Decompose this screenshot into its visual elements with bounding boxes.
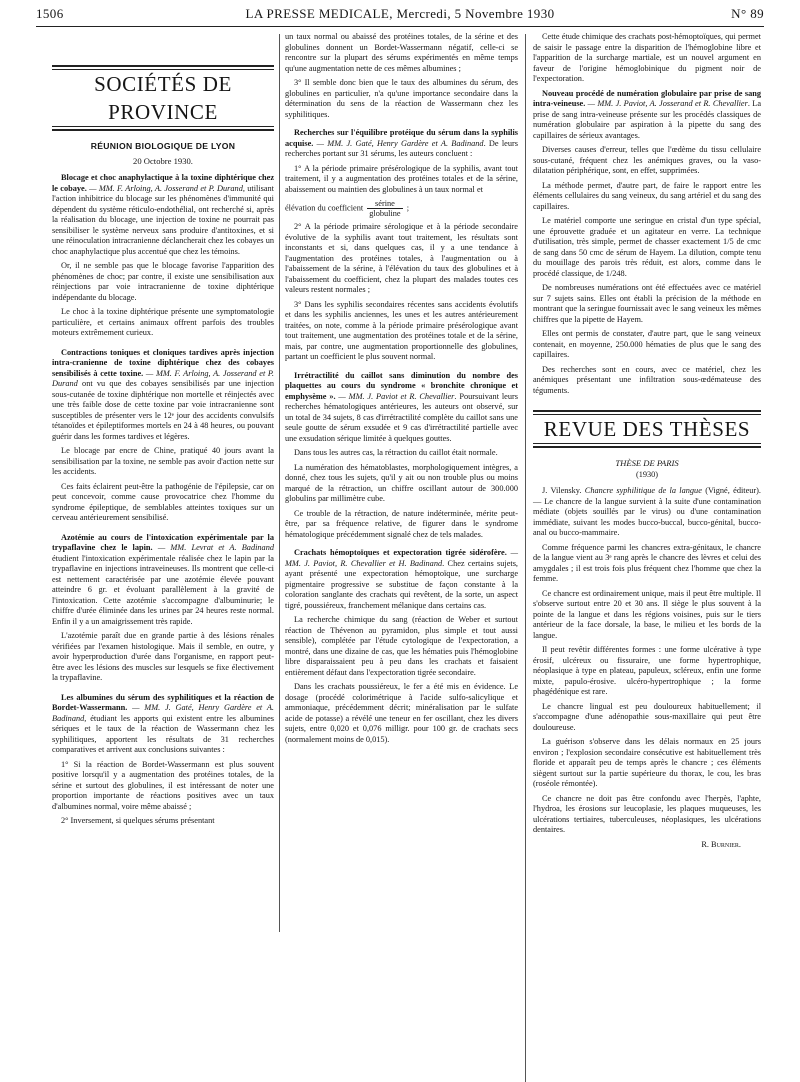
article-text: . De leurs recherches portant sur 31 sérums, les auteurs concluent : — [285, 138, 518, 158]
article-paragraph: Dans les crachats poussiéreux, le fer a été mis en évidence. Le dosage (procédé colorimétrique à l'acide sulfo-salicylique et ammoniaque, précédemment décrit; minéralisation par le sulfate acide de potasse) a révélé une teneur en fer oscillant, chez les divers sujets, entre 0,020 et 0,076 milligr. pour 100 gr. de crachats secs (normalement moins de 0,015). — [285, 682, 518, 744]
article-authors: — MM. J. Paviot, A. Josserand et R. Chevallier — [587, 99, 748, 108]
article-paragraph — [52, 348, 274, 443]
right-column — [533, 32, 761, 850]
meeting-title: RÉUNION BIOLOGIQUE DE LYON — [90, 141, 236, 151]
coefficient-equation — [285, 199, 518, 218]
article-paragraph: 2° Inversement, si quelques sérums présentant — [61, 816, 215, 825]
fraction — [367, 199, 402, 218]
article-title: Nouveau procédé de numération globulaire par prise de sang intra-veineuse. — [533, 88, 761, 108]
article-paragraph: 1° A la période primaire présérologique de la syphilis, avant tout traitement, il y a augmentation des protéines totales et de la sérine, abaissement ou maintien des globulines à un taux normal et — [285, 163, 518, 194]
article-paragraph: Le matériel comporte une seringue en cristal d'un type spécial, une éprouvette graduée et un agitateur en verre. La technique d'utilisation, très simple, permet de chasser exactement 1/5 de cmc de sang dans 50 cmc de sérum de Hayem. La dilution, compte tenu du mouillage des parois très réduit, est alors, comme dans le procédé classique, de 1/248. — [533, 216, 761, 278]
article-title: Azotémie au cours de l'intoxication expérimentale par la trypaflavine chez le lapin. — [52, 532, 274, 552]
article-paragraph: La méthode permet, d'autre part, de faire le rapport entre les éléments cellulaires du sang veineux, du sang artériel et du sang des capillaires. — [533, 180, 761, 211]
fraction-numerator: sérine — [367, 199, 402, 209]
article-paragraph: Diverses causes d'erreur, telles que l'œdème du tissu cellulaire sous-cutané, fréquent chez les anémiques graves, ou la vaso-dilatation périphérique, sont, en effet, supprimées. — [533, 145, 761, 175]
article-paragraph: Elles ont permis de constater, d'autre part, que le sang veineux contenait, en moyenne, 250.000 hématies de plus que le sang des capillaires. — [533, 329, 761, 359]
journal-title-line: LA PRESSE MEDICALE, Mercredi, 5 Novembre 1930 — [245, 6, 555, 21]
article-paragraph: 1° Si la réaction de Bordet-Wassermann est plus souvent positive lorsqu'il y a augmentation des protéines totales, de la sérine et surtout des globulines, il est intéressant de noter une proportion importante de réactions positives avec un taux d'albumines normal, voire même abaissé ; — [52, 759, 274, 811]
article-paragraph: Cette étude chimique des crachats post-hémoptoïques, qui permet de saisir le passage entre la disparition de l'hémoglobine libre et l'apparition de la surcharge martiale, est un nouvel argument en faveur de l'origine hémoglobinique du pigment noir de l'expectoration. — [533, 32, 761, 83]
article-authors: — MM. F. Arloing, A. Josserand et P. Durand — [52, 368, 274, 388]
article-paragraph: Or, il ne semble pas que le blocage favorise l'apparition des phénomènes de choc; par contre, il existe une sensibilisation aux réinjections par voie intracranienne de toxine diphtérique indépendante du blocage. — [52, 261, 274, 302]
article-text: ont vu que des cobayes sensibilisés par une injection sous-cutanée de toxine diphtérique non mortelle et réinjectés avec une très faible dose de cette toxine par voie intracranienne sont susceptibles de présenter vers le 12ᵉ jour des accidents convulsifs tétanoïdes et épileptiformes mortels en 24 à 48 heures, ou pouvant guérir dans les formes tardives et légères. — [52, 379, 274, 441]
middle-column — [285, 32, 518, 749]
article-paragraph — [52, 173, 274, 257]
article-authors: — MM. J. Paviot, R. Chevallier et H. Badinand — [285, 548, 518, 568]
article-paragraph: L'azotémie paraît due en grande partie à des lésions rénales vérifiées par l'examen histologique. Mais il semble, en outre, y avoir hyperproduction d'urée dans l'organisme, en rapport peut-être avec les lésions des muscles sur lesquels se fixe électivement la trypaflavine. — [52, 631, 274, 682]
article-text: , étudiant les apports qui existent entre les albumines sériques et le taux de la réaction de Wassermann chez les syphilitiques, apportent les résultats de 31 recherches comparatives et arrivent aux conclusions suivantes : — [52, 713, 274, 754]
section-title-frame — [52, 65, 274, 131]
article-paragraph — [52, 693, 274, 756]
article-text: , utilisant l'action inhibitrice du blocage sur les phénomènes d'immunité qui dépendent du système réticulo-endothélial, ont recherché si, après la réalisation du blocage, une injection de toxine ne pourrait pas sensibiliser le système nerveux sans produire d'antitoxines, et si une réinoculation intracranienne déclancherait chez les cobayes un choc anaphylactique plus accentué que chez les témoins. — [52, 183, 274, 256]
meeting-date: 20 Octobre 1930. — [133, 155, 193, 166]
equation-prefix: élévation du coefficient — [285, 203, 364, 213]
article-title: Les albumines du sérum des syphilitiques et la réaction de Bordet-Wassermann. — [52, 692, 274, 712]
article-paragraph: 3° Il semble donc bien que le taux des albumines du sérum, des globulines en particulier, n'a qu'une importance secondaire dans la détermination du sens de la réaction de Wassermann chez les syphilitiques. — [285, 78, 518, 119]
article-text: étudient l'intoxication expérimentale réalisée chez le lapin par la trypaflavine en injections intraveineuses. Ils montrent que celle-ci est nettement caractérisée par une azotémie élevée pouvant atteindre 6 gr. et évoluant parallèlement à la gravité de l'intoxication. Cette azotémie s'accompagne d'albuminurie; le chiffre d'urée éliminée dans les urines par 24 heures reste normal. Enfin il y a un amaigrissement très rapide. — [52, 553, 274, 626]
page-header — [36, 6, 764, 26]
column-divider-2 — [525, 34, 526, 1082]
article-authors: — MM. Levrat et A. Badinand — [157, 543, 274, 552]
equation-suffix: ; — [406, 203, 409, 213]
section-title: SOCIÉTÉS DE PROVINCE — [52, 69, 274, 127]
article-authors: — MM. J. Gaté, Henry Gardère et A. Badinand — [52, 703, 274, 723]
article-paragraph: Le choc à la toxine diphtérique présente une symptomatologie particulière, et certains animaux offrent parfois des troubles moteurs extrêmement curieux. — [52, 307, 274, 337]
article-title: Contractions toniques et cloniques tardives après injection intra-cranienne de toxine diphtérique chez des cobayes sensibilisés à cette toxine. — [52, 347, 274, 378]
thesis-year: (1930) — [635, 469, 659, 479]
theses-title-frame — [533, 410, 761, 448]
article-authors: — MM. F. Arloing, A. Josserand et P. Durand — [89, 183, 243, 193]
thesis-paragraph: Comme fréquence parmi les chancres extra-génitaux, le chancre de la langue vient au 3ᵉ rang après le chancre des lèvres et celui des amygdales ; il est trois fois plus fréquent chez l'homme que chez la femme. — [533, 542, 761, 583]
article-title: Irrétractilité du caillot sans diminution du nombre des plaquettes au cours du syndrome « bronchite chronique et emphysème ». — [285, 370, 518, 401]
article-paragraph — [533, 89, 761, 142]
fraction-denominator: globuline — [369, 209, 401, 218]
article-paragraph: 2° A la période primaire sérologique et à la période secondaire évolutive de la syphilis avant tout traitement, les résultats sont inconstants et si, dans quelques cas, il y a une tendance à l'augmentation des protéines totales, à l'augmentation ou à l'abaissement de la sérine, à l'élévation du taux des globulines et à l'abaissement du coefficient, chez la plupart des malades toutes ces valeurs restent normales ; — [285, 222, 518, 294]
issue-number: N° 89 — [731, 6, 764, 21]
article-title: Recherches sur l'équilibre protéique du sérum dans la syphilis acquise. — [285, 128, 518, 148]
article-paragraph — [285, 548, 518, 611]
thesis-author: J. Vilensky. — [542, 486, 582, 495]
article-paragraph: un taux normal ou abaissé des protéines totales, de la sérine et des globulines donnent un Bordet-Wassermann négatif, celle-ci se rencontre sur la plupart des sérums expérimentés en même temps qu'une augmentation nette de ces mêmes albumines ; — [285, 32, 518, 73]
article-paragraph: La recherche chimique du sang (réaction de Weber et surtout réaction de Thévenon au pyramidon, plus simple et tout aussi sensible), complétée par l'étude cytologique de l'expectoration, a montré, dans une dizaine de cas, que les hématies puis l'hémoglobine libre disparaissaient peu à peu dans les crachats et faisaient entièrement défaut dans l'expectoration tigrée secondaire. — [285, 615, 518, 677]
article-paragraph: De nombreuses numérations ont été effectuées avec ce matériel sur 7 sujets sains. Elles ont établi la précision de la méthode en montrant que la seringue fournissait avec le sang veineux les mêmes chiffres que la pipette de Hayem. — [533, 283, 761, 324]
column-divider-1 — [279, 34, 280, 932]
article-text: . Poursuivant leurs recherches hématologiques antérieures, les auteurs ont observé, sur un total de 34 sujets, 8 cas d'irrétractilité complète du caillot sans une seule goutte de sérum exsudée et 9 cas d'irrétractilité partielle avec une exsudation sérique limitée à quelques gouttes. — [285, 391, 518, 443]
thesis-paragraph: Ce chancre est ordinairement unique, mais il peut être multiple. Il s'observe surtout entre 20 et 30 ans. Il siège le plus souvent à la pointe de la langue et dans les régions voisines, puis sur le tiers antérieur de la face dorsale, la base, le milieu et les bords de la langue. — [533, 588, 761, 640]
thesis-heading: THÈSE DE PARIS — [615, 458, 679, 468]
thesis-title: Chancre syphilitique de la langue — [581, 486, 702, 495]
article-text: . Chez certains sujets, ayant présenté une expectoration hémoptoïque, une surcharge pigmentaire progressive se substitue de façon constante à la coloration sanglante des crachats qui revêtent, de la sorte, un aspect tigré, poussiéreux, franchement mélanique dans certains cas. — [285, 558, 519, 610]
article-paragraph: Ces faits éclairent peut-être la pathogénie de l'épilepsie, car on peut concevoir, comme cause provocatrice chez l'homme du syndrome épileptique, de semblables atteintes toxiques sur un cerveau antérieurement sensibilisé. — [52, 481, 274, 522]
thesis-paragraph — [533, 486, 761, 539]
article-paragraph: Ce trouble de la rétraction, de nature indéterminée, mérite peut-être, par sa fréquence relative, de figurer dans le syndrome hématologique précédemment signalé chez de tels malades. — [285, 508, 518, 539]
article-paragraph: Le blocage par encre de Chine, pratiqué 40 jours avant la sensibilisation par la toxine, ne semble pas avoir d'action nette sur les accidents. — [52, 446, 274, 476]
article-paragraph — [285, 128, 518, 160]
thesis-paragraph: Le chancre lingual est peu douloureux habituellement; il s'accompagne d'une adénopathie sous-maxillaire qui peut être douloureuse. — [533, 701, 761, 732]
thesis-paragraph: La guérison s'observe dans les délais normaux en 25 jours environ ; l'explosion secondaire consécutive est habituellement très floride et apparaît peu de temps après le chancre ; ces éléments siègent surtout sur la partie supérieure du thorax, le cou, les bras (roséole rémontée). — [533, 737, 761, 788]
thesis-paragraph: Ce chancre ne doit pas être confondu avec l'herpès, l'aphte, l'hydroa, les érosions sur leucoplasie, les plaques muqueuses, les ulcérations tertiaires, tuberculeuses, néoplasiques, les ulcérations dentaires. — [533, 793, 761, 834]
left-column — [52, 32, 274, 831]
article-paragraph: Des recherches sont en cours, avec ce matériel, chez les anémiques présentant une infiltration sous-œdémateuse des téguments. — [533, 364, 761, 395]
article-paragraph: La numération des hématoblastes, morphologiquement intègres, a donné, chez tous les sujets, qu'il y ait ou non trouble plus ou moins marqué de la rétraction, un chiffre oscillant autour de 300.000 globulins par millimètre cube. — [285, 462, 518, 503]
article-authors: — MM. J. Gaté, Henry Gardère et A. Badinand — [316, 138, 484, 148]
review-signature: R. Burnier. — [701, 839, 741, 849]
article-paragraph — [285, 371, 518, 445]
article-paragraph: 3° Dans les syphilis secondaires récentes sans accidents évolutifs et dans les syphilis anciennes, les unes et les autres antérieurement traitées, on note, comme à la période primaire présérologique avant tout traitement, une augmentation des protéines totale et de la sérine, mais, par contre, une augmentation proportionnelle des globulines, partant un coefficient le plus souvent normal. — [285, 299, 518, 361]
theses-section-title: REVUE DES THÈSES — [533, 414, 761, 444]
thesis-text: — Le chancre de la langue survient à la suite d'une contamination médiate (objets souillés par le virus) ou d'une contamination immédiate, suivant les modes bucco-buccal, bucco-génital, bucco-anal ou bucco-mammaire. — [533, 496, 761, 537]
article-text: . La prise de sang intra-veineuse présente sur les procédés classiques de numération globulaire par aspiration à la pipette du sang des capillaires de sérieux avantages. — [533, 99, 761, 140]
article-paragraph: Dans tous les autres cas, la rétraction du caillot était normale. — [294, 448, 498, 457]
article-title: Blocage et choc anaphylactique à la toxine diphtérique chez le cobaye. — [52, 173, 274, 193]
thesis-publisher: (Vigné, éditeur). — [701, 486, 762, 495]
page-number: 1506 — [36, 6, 64, 21]
header-rule — [36, 26, 764, 27]
article-title: Crachats hémoptoïques et expectoration tigrée sidérofère. — [294, 548, 507, 557]
article-paragraph — [52, 533, 274, 628]
thesis-paragraph: Il peut revêtir différentes formes : une forme ulcérative à type érosif, ulcéreux ou fissuraire, une forme hypertrophique, néoplasique à type en plateau, papuleux, scléreux, enfin une forme mixte, papulo-érosive. ulcéro-hypertrophique ; la forme phagédénique est rare. — [533, 645, 761, 696]
article-authors: — MM. J. Paviot et R. Chevallier — [338, 391, 455, 401]
